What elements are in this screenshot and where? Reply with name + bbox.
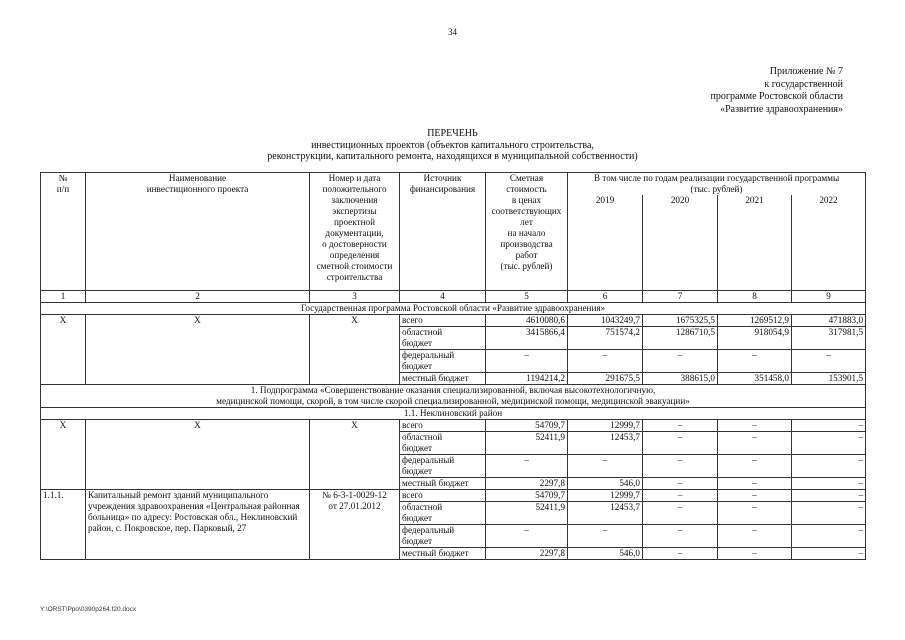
cell-source: всего [400, 419, 486, 431]
cell-2021: – [718, 454, 792, 477]
col-number: 6 [568, 290, 643, 302]
cell-2021: 918054,9 [718, 326, 792, 349]
cell-cost: – [486, 349, 568, 372]
header-year: 2022 [792, 195, 866, 290]
cell-cost: 1194214,2 [486, 372, 568, 384]
cell-2022: – [792, 419, 866, 431]
cell-2020: – [643, 431, 718, 454]
cell-x: Х [310, 419, 400, 489]
section-row [41, 407, 866, 419]
cell-source: областной бюджет [400, 326, 486, 349]
cell-x: Х [41, 314, 86, 384]
cell-source: местный бюджет [400, 477, 486, 489]
col-number: 1 [41, 290, 86, 302]
cell-2019: 12453,7 [568, 501, 643, 524]
header-year: 2020 [643, 195, 718, 290]
cell-2022: – [792, 349, 866, 372]
cell-2021: – [718, 489, 792, 501]
cell-2022: – [792, 431, 866, 454]
cell-2021: – [718, 547, 792, 559]
cell-2019: 291675,5 [568, 372, 643, 384]
cell-x: Х [41, 419, 86, 489]
header-doc: Номер и дата положительного заключения экспертизы проектной документации, о достоверности определения сметной стоимости строительства [310, 173, 400, 291]
cell-cost: 52411,9 [486, 501, 568, 524]
col-number: 4 [400, 290, 486, 302]
document-title [0, 128, 905, 163]
cell-source: федеральный бюджет [400, 349, 486, 372]
table-row [41, 419, 866, 431]
cell-2019: 1043249,7 [568, 314, 643, 326]
cell-cost: – [486, 454, 568, 477]
cell-2022: – [792, 454, 866, 477]
project-name: Капитальный ремонт зданий муниципального учреждения здравоохранения «Центральная районная больница» по адресу: Ростовская обл., Неклиновский район, с. Покровское, пер. Парковый, 27 [86, 489, 310, 559]
col-number: 5 [486, 290, 568, 302]
cell-2019: 12999,7 [568, 419, 643, 431]
section-subprogram: 1. Подпрограмма «Совершенствование оказания специализированной, включая высокотехнологичную, медицинской помощи, скорой, в том числе скорой специализированной, медицинской помощи, медицинской эвакуации» [41, 384, 866, 407]
col-number: 7 [643, 290, 718, 302]
cell-2021: – [718, 524, 792, 547]
cell-2019: 12453,7 [568, 431, 643, 454]
header-row [41, 173, 866, 196]
project-number: 1.1.1. [41, 489, 86, 559]
cell-cost: 2297,8 [486, 547, 568, 559]
cell-2021: – [718, 419, 792, 431]
cell-x: Х [86, 419, 310, 489]
project-expertise: № 6-3-1-0029-12 от 27.01.2012 [310, 489, 400, 559]
appendix-line: программе Ростовской области [710, 91, 843, 102]
table-row [41, 314, 866, 326]
cell-2022: – [792, 524, 866, 547]
col-number: 9 [792, 290, 866, 302]
cell-2020: 1675325,5 [643, 314, 718, 326]
title-heading: ПЕРЕЧЕНЬ [427, 128, 478, 139]
appendix-line: к государственной [764, 78, 843, 90]
cell-source: местный бюджет [400, 372, 486, 384]
cell-2020: – [643, 524, 718, 547]
cell-2021: – [718, 431, 792, 454]
appendix-line: Приложение № 7 [769, 66, 843, 77]
cell-2020: – [643, 454, 718, 477]
page-number: 34 [448, 27, 457, 37]
cell-cost: 54709,7 [486, 419, 568, 431]
cell-2021: – [718, 501, 792, 524]
cell-2020: – [643, 501, 718, 524]
cell-source: местный бюджет [400, 547, 486, 559]
cell-2020: 388615,0 [643, 372, 718, 384]
cell-source: всего [400, 314, 486, 326]
section-row [41, 302, 866, 314]
cell-2019: – [568, 454, 643, 477]
cell-2019: – [568, 349, 643, 372]
cell-2021: 351458,0 [718, 372, 792, 384]
cell-2020: – [643, 477, 718, 489]
cell-cost: 3415866,4 [486, 326, 568, 349]
cell-2019: 751574,2 [568, 326, 643, 349]
cell-x: Х [310, 314, 400, 384]
col-number: 8 [718, 290, 792, 302]
cell-2022: – [792, 501, 866, 524]
header-source: Источник финансирования [400, 173, 486, 291]
cell-x: Х [86, 314, 310, 384]
header-year: 2019 [568, 195, 643, 290]
table-row [41, 489, 866, 501]
column-numbers-row [41, 290, 866, 302]
cell-source: областной бюджет [400, 431, 486, 454]
cell-source: федеральный бюджет [400, 524, 486, 547]
cell-2020: – [643, 349, 718, 372]
cell-2021: 1269512,9 [718, 314, 792, 326]
section-row [41, 384, 866, 407]
cell-2020: – [643, 419, 718, 431]
cell-2021: – [718, 477, 792, 489]
cell-source: областной бюджет [400, 501, 486, 524]
cell-2020: – [643, 489, 718, 501]
cell-2019: 546,0 [568, 547, 643, 559]
cell-source: федеральный бюджет [400, 454, 486, 477]
title-line: инвестиционных проектов (объектов капитального строительства, [311, 139, 594, 151]
section-district: 1.1. Неклиновский район [41, 407, 866, 419]
cell-2020: 1286710,5 [643, 326, 718, 349]
file-path-footer: Y:\ORST\Ppo\0390p264.f20.docx [40, 606, 137, 613]
cell-2022: – [792, 547, 866, 559]
cell-2022: – [792, 489, 866, 501]
header-num: № п/п [41, 173, 86, 291]
cell-cost: 52411,9 [486, 431, 568, 454]
cell-2022: 317981,5 [792, 326, 866, 349]
cell-2020: – [643, 547, 718, 559]
cell-source: всего [400, 489, 486, 501]
header-cost: Сметная стоимость в ценах соответствующих лет на начало производства работ (тыс. рублей) [486, 173, 568, 291]
cell-2022: – [792, 477, 866, 489]
cell-cost: 54709,7 [486, 489, 568, 501]
cell-2019: – [568, 524, 643, 547]
cell-2022: 153901,5 [792, 372, 866, 384]
appendix-note [643, 66, 843, 116]
header-years-group: В том числе по годам реализации государственной программы (тыс. рублей) [568, 173, 866, 196]
header-year: 2021 [718, 195, 792, 290]
cell-cost: 4610080,6 [486, 314, 568, 326]
appendix-line: «Развитие здравоохранения» [720, 103, 843, 115]
cell-2021: – [718, 349, 792, 372]
cell-2019: 12999,7 [568, 489, 643, 501]
cell-2022: 471883,0 [792, 314, 866, 326]
cell-2019: 546,0 [568, 477, 643, 489]
cell-cost: 2297,8 [486, 477, 568, 489]
cell-cost: – [486, 524, 568, 547]
col-number: 3 [310, 290, 400, 302]
title-line: реконструкции, капитального ремонта, находящихся в муниципальной собственности) [267, 151, 638, 162]
section-program: Государственная программа Ростовской области «Развитие здравоохранения» [41, 302, 866, 314]
header-name: Наименование инвестиционного проекта [86, 173, 310, 291]
col-number: 2 [86, 290, 310, 302]
investment-projects-table [40, 172, 866, 560]
